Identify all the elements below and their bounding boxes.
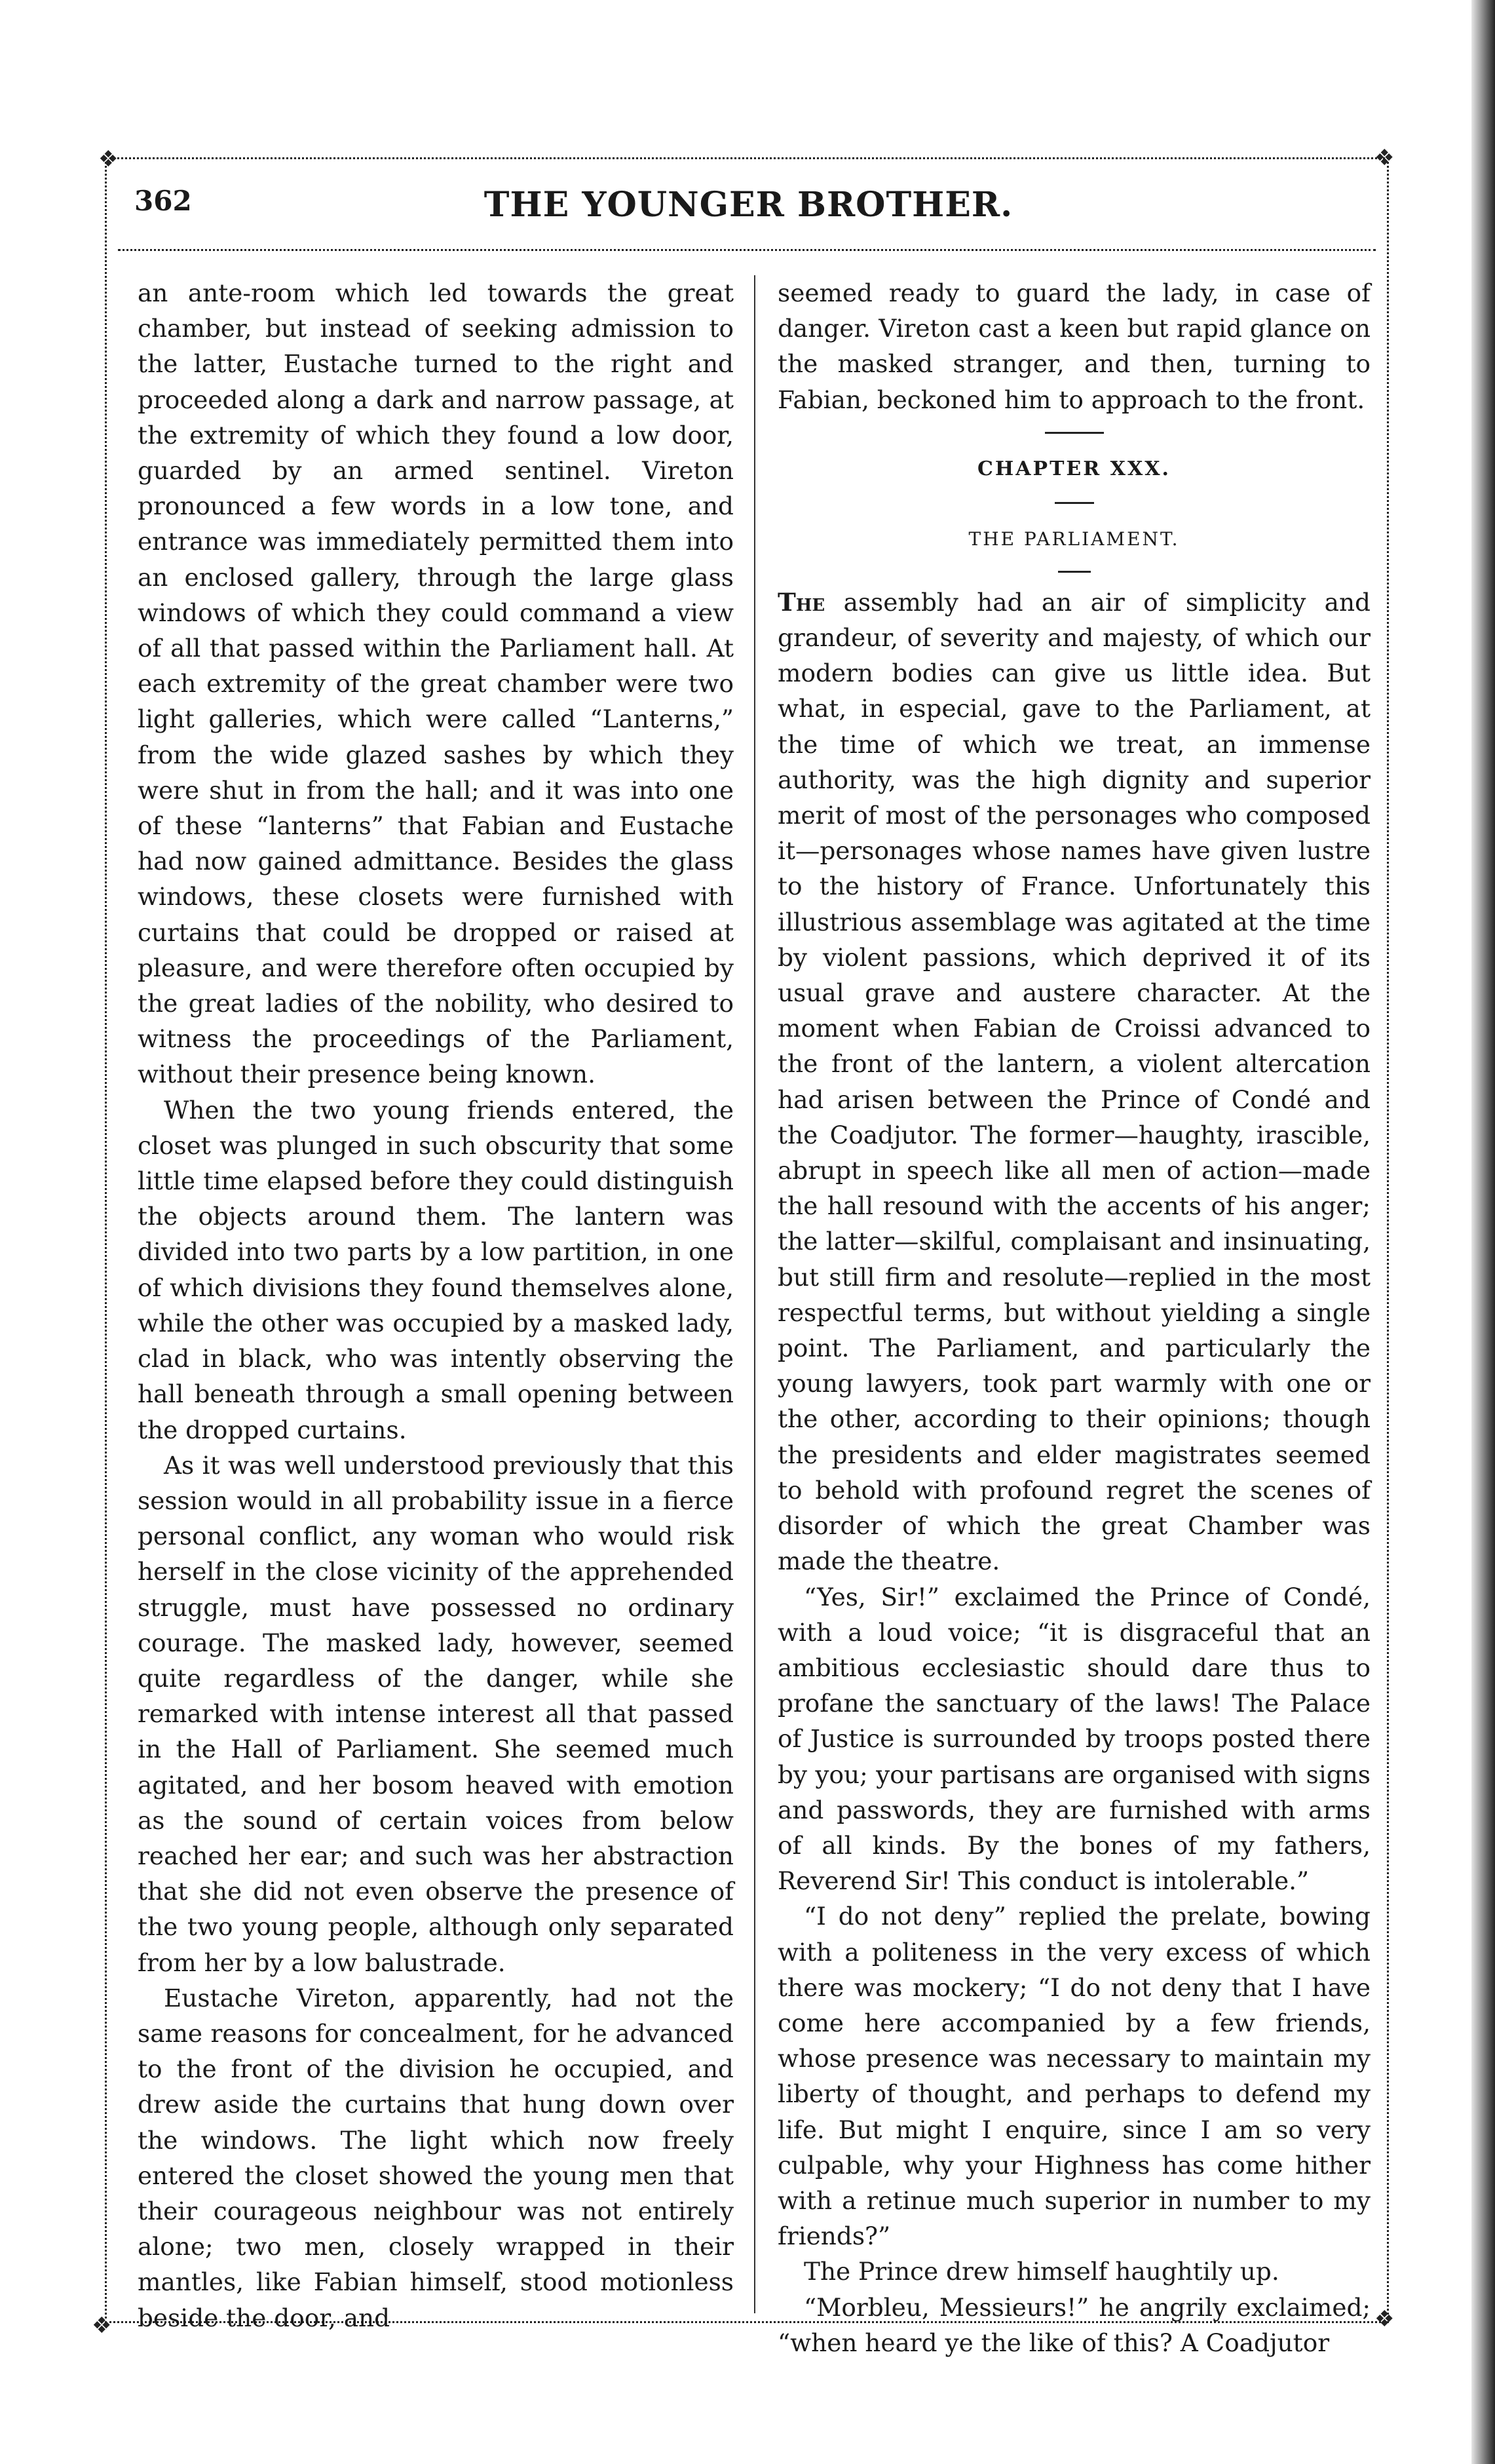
chapter-separator [1055,502,1094,504]
paragraph: “Yes, Sir!” exclaimed the Prince of Condé, with a loud voice; “it is disgraceful that an ambitious ecclesiastic should dare thus to profane the sanctuary of the laws! The Palace of Justice is surrounded by troops posted there by you; your partisans are organised with signs and passwords, they are furnished with arms of all kinds. By the bones of my fathers, Reverend Sir! This conduct is intolerable.” [778,1582,1371,1896]
chapter-opening-word: The [778,587,825,617]
paragraph: As it was well understood previously that this session would in all probability issue in a fierce personal conflict, any woman who would risk herself in the close vicinity of the apprehended struggle, must have possessed no ordinary courage. The masked lady, however, seemed quite regardless of the danger, while she remarked with intense interest all that passed in the Hall of Parliament. She seemed much agitated, and her bosom heaved with emotion as the sound of certain voices from below reached her ear; and such was her abstraction that she did not even observe the presence of the two young people, although only separated from her by a low balustrade. [138,1450,734,1977]
running-title: THE YOUNGER BROTHER. [483,185,1013,225]
chapter-heading: CHAPTER XXX. [977,457,1171,480]
right-column [778,275,1371,2360]
page-number: 362 [134,185,192,217]
paragraph: “Morbleu, Messieurs!” he angrily exclaimed; “when heard ye the like of this? A Coadjutor [778,2292,1371,2357]
header-rule [118,249,1376,251]
book-spine-edge [1471,0,1495,2464]
chapter-subtitle: THE PARLIAMENT. [968,528,1180,550]
paragraph: Eustache Vireton, apparently, had not the same reasons for concealment, for he advanced to the front of the division he occupied, and drew aside the curtains that hung down over the windows. The light which now freely entered the closet showed the young men that their courageous neighbour was not entirely alone; two men, closely wrapped in their mantles, like Fabian himself, stood motionless beside the door, and [138,1983,734,2332]
corner-ornament-bottom-left: ❖ [92,2313,112,2339]
paragraph-text: assembly had an air of simplicity and grandeur, of severity and majesty, of which our modern bodies can give us little idea. But what, in especial, gave to the Parliament, at the time of which we treat, an immense authority, was the high dignity and superior merit of most of the personages who composed it—personages whose names have given lustre to the history of France. Unfortunately this illustrious assemblage was agitated at the time by violent passions, which deprived it of its usual grave and austere character. At the moment when Fabian de Croissi advanced to the front of the lantern, a violent altercation had arisen between the Prince of Condé and the Coadjutor. The former—haughty, irascible, abrupt in speech like all men of action—made the hall resound with the accents of his anger; the latter—skilful, complaisant and insinuating, but still firm and resolute—replied in the most respectful terms, but without yielding a single point. The Parliament, and particularly the young lawyers, took part warmly with one or the other, according to their opinions; though the presidents and elder magistrates seemed to behold with profound regret the scenes of disorder of which the great Chamber was made the theatre. [778,587,1371,1576]
corner-ornament-top-left: ❖ [98,146,119,172]
corner-ornament-bottom-right: ❖ [1374,2306,1395,2332]
paragraph: an ante-room which led towards the great chamber, but instead of seeking admission to the latter, Eustache turned to the right and proceeded along a dark and narrow passage, at the extremity of which they found a low door, guarded by an armed sentinel. Vireton pronounced a few words in a low tone, and entrance was immediately permitted them into an enclosed gallery, through the large glass windows of which they could command a view of all that passed within the Parliament hall. At each extremity of the great chamber were two light galleries, which were called “Lanterns,” from the wide glazed sashes by which they were shut in from the hall; and it was into one of these “lanterns” that Fabian and Eustache had now gained admittance. Besides the glass windows, these closets were furnished with curtains that could be dropped or raised at pleasure, and were therefore often occupied by the great ladies of the nobility, who desired to witness the proceedings of the Parliament, without their presence being known. [138,279,734,1089]
paragraph: “I do not deny” replied the prelate, bowing with a politeness in the very excess of which there was mockery; “I do not deny that I have come here accompanied by a few friends, whose presence was necessary to maintain my liberty of thought, and perhaps to defend my life. But might I enquire, since I am so very culpable, why your Highness has come hither with a retinue much superior in number to my friends?” [778,1902,1371,2251]
corner-ornament-top-right: ❖ [1374,145,1395,171]
chapter-separator [1058,571,1091,573]
chapter-separator [1045,432,1104,434]
paragraph [778,585,1371,1579]
page-header [134,185,1363,231]
paragraph: The Prince drew himself haughtily up. [804,2257,1279,2286]
left-column [138,275,734,2336]
paragraph: When the two young friends entered, the closet was plunged in such obscurity that some little time elapsed before they could distinguish the objects around them. The lantern was divided into two parts by a low partition, in one of which divisions they found themselves alone, while the other was occupied by a masked lady, clad in black, who was intently observing the hall beneath through a small opening between the dropped curtains. [138,1095,734,1444]
column-divider [754,275,755,2313]
paragraph-continuation: seemed ready to guard the lady, in case of danger. Vireton cast a keen but rapid glance on the masked stranger, and then, turning to Fabian, beckoned him to approach to the front. [778,279,1371,414]
